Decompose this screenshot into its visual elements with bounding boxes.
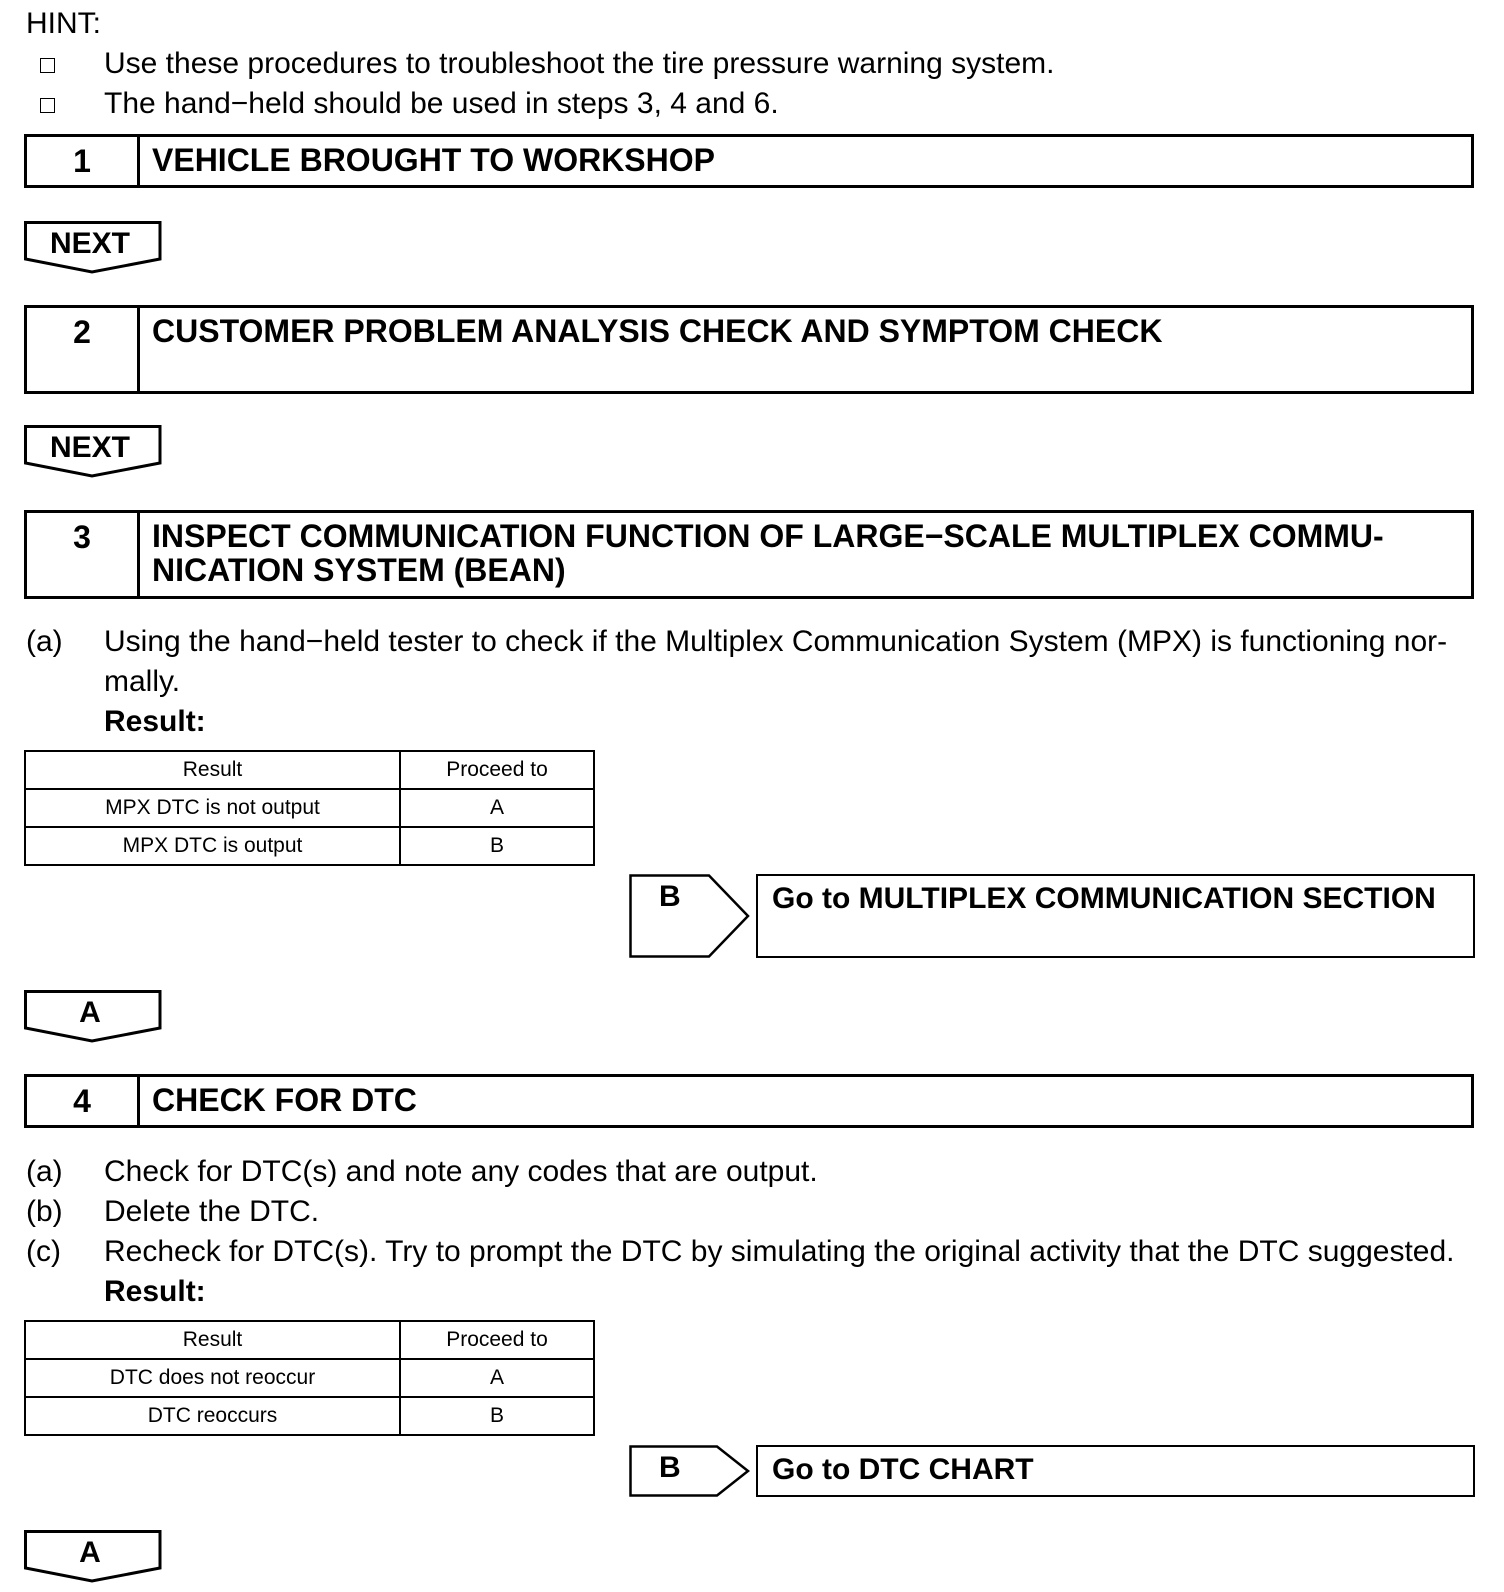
item-text: Check for DTC(s) and note any codes that are output.	[104, 1155, 818, 1188]
next-flow-marker	[24, 425, 164, 479]
table-cell: MPX DTC is output	[25, 827, 400, 865]
table-row	[25, 827, 594, 865]
table-cell: A	[400, 1359, 594, 1397]
step-title: CHECK FOR DTC	[152, 1082, 417, 1118]
table-header-row	[25, 751, 594, 789]
branch-arrow-icon	[629, 1445, 751, 1497]
branch-marker-b	[629, 874, 751, 958]
table-row	[25, 789, 594, 827]
branch-label: B	[659, 1451, 681, 1484]
step-header-4	[24, 1074, 1474, 1128]
step-number: 1	[27, 137, 140, 185]
step-title: VEHICLE BROUGHT TO WORKSHOP	[152, 142, 715, 178]
table-header-cell: Result	[25, 751, 400, 789]
result-table	[24, 1320, 595, 1436]
checkbox-bullet-icon	[40, 58, 55, 73]
step-title	[140, 513, 1384, 596]
goto-box: Go to DTC CHART	[756, 1445, 1475, 1497]
goto-box: Go to MULTIPLEX COMMUNICATION SECTION	[756, 874, 1475, 958]
a-label: A	[79, 1536, 101, 1569]
table-header-cell: Proceed to	[400, 751, 594, 789]
table-cell: DTC reoccurs	[25, 1397, 400, 1435]
item-text: Delete the DTC.	[104, 1195, 320, 1228]
hint-item: The hand−held should be used in steps 3, 4 and 6.	[104, 87, 779, 120]
step-title: CUSTOMER PROBLEM ANALYSIS CHECK AND SYMPTOM CHECK	[152, 313, 1163, 349]
item-marker: (b)	[26, 1195, 63, 1228]
step-number: 2	[27, 308, 140, 391]
a-label: A	[79, 996, 101, 1029]
step-header-2	[24, 305, 1474, 394]
result-label: Result:	[104, 1275, 206, 1308]
next-flow-marker	[24, 221, 164, 275]
table-cell: B	[400, 1397, 594, 1435]
a-flow-marker	[24, 1530, 164, 1584]
result-table	[24, 750, 595, 866]
table-header-cell: Result	[25, 1321, 400, 1359]
hint-label: HINT:	[26, 7, 101, 40]
step-number: 4	[27, 1077, 140, 1125]
next-label: NEXT	[49, 227, 130, 260]
table-cell: A	[400, 789, 594, 827]
step-title-line: INSPECT COMMUNICATION FUNCTION OF LARGE−SCALE MULTIPLEX COMMU-	[152, 518, 1384, 554]
step-title-line: NICATION SYSTEM (BEAN)	[152, 552, 566, 588]
hint-item: Use these procedures to troubleshoot the tire pressure warning system.	[104, 47, 1055, 80]
item-marker: (a)	[26, 625, 63, 658]
table-cell: MPX DTC is not output	[25, 789, 400, 827]
step-header-1	[24, 134, 1474, 188]
step-header-3	[24, 510, 1474, 599]
result-label: Result:	[104, 705, 206, 738]
table-cell: DTC does not reoccur	[25, 1359, 400, 1397]
table-cell: B	[400, 827, 594, 865]
table-header-row	[25, 1321, 594, 1359]
checkbox-bullet-icon	[40, 98, 55, 113]
item-text: mally.	[104, 665, 181, 698]
branch-label: B	[659, 880, 681, 913]
step-number: 3	[27, 513, 140, 596]
next-label: NEXT	[49, 431, 130, 464]
item-marker: (a)	[26, 1155, 63, 1188]
a-flow-marker	[24, 990, 164, 1044]
table-row	[25, 1359, 594, 1397]
table-row	[25, 1397, 594, 1435]
branch-marker-b	[629, 1445, 751, 1497]
item-text: Recheck for DTC(s). Try to prompt the DTC by simulating the original activity that the DTC suggested.	[104, 1235, 1455, 1268]
branch-arrow-icon	[629, 874, 751, 958]
item-text: Using the hand−held tester to check if the Multiplex Communication System (MPX) is functioning nor-	[104, 625, 1448, 658]
table-header-cell: Proceed to	[400, 1321, 594, 1359]
item-marker: (c)	[26, 1235, 61, 1268]
